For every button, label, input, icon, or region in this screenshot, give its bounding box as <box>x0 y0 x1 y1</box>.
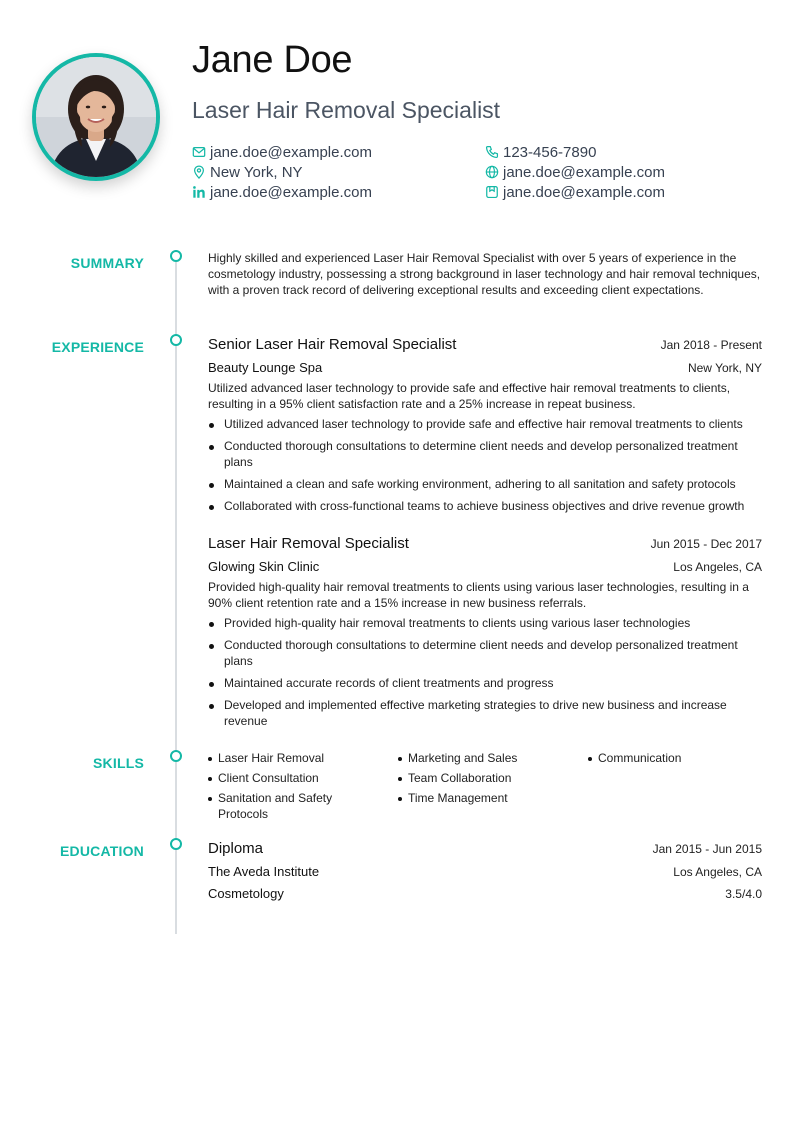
contact-info <box>192 142 762 202</box>
contact-portfolio-text: jane.doe@example.com <box>503 183 665 201</box>
skill-item: Time Management <box>398 790 588 822</box>
list-item: Collaborated with cross-functional teams to achieve business objectives and drive revenue growth <box>208 498 762 514</box>
section-label-education: EDUCATION <box>60 843 144 859</box>
timeline-dot-summary <box>170 250 182 262</box>
contact-website[interactable] <box>485 162 762 182</box>
job-company: Glowing Skin Clinic <box>208 559 320 574</box>
candidate-name: Jane Doe <box>192 39 353 81</box>
skill-item: Communication <box>588 750 762 766</box>
job-dates: Jun 2015 - Dec 2017 <box>650 537 762 551</box>
contact-email-text: jane.doe@example.com <box>210 143 372 161</box>
timeline-dot-education <box>170 838 182 850</box>
list-item: Conducted thorough consultations to determine client needs and develop personalized treatment plans <box>208 637 762 669</box>
job-role: Senior Laser Hair Removal Specialist <box>208 336 457 353</box>
list-item: Conducted thorough consultations to determine client needs and develop personalized treatment plans <box>208 438 762 470</box>
linkedin-icon <box>192 185 206 199</box>
skill-item: Sanitation and Safety Protocols <box>208 790 348 822</box>
mail-icon <box>192 145 206 159</box>
timeline-line <box>175 262 177 934</box>
list-item: Maintained accurate records of client treatments and progress <box>208 675 762 691</box>
job-bullets <box>208 416 762 514</box>
job-company: Beauty Lounge Spa <box>208 360 323 375</box>
job-role: Laser Hair Removal Specialist <box>208 535 409 552</box>
job-description: Utilized advanced laser technology to provide safe and effective hair removal treatments to clients, resulting in a 95% client satisfaction rate and a 25% increase in repeat business. <box>208 381 731 411</box>
education-field: Cosmetology <box>208 886 284 901</box>
contact-phone[interactable] <box>485 142 762 162</box>
section-label-experience: EXPERIENCE <box>51 339 144 355</box>
timeline-dot-experience <box>170 334 182 346</box>
job-bullets <box>208 615 762 729</box>
list-item: Utilized advanced laser technology to provide safe and effective hair removal treatments to clients <box>208 416 762 432</box>
education-degree: Diploma <box>208 840 264 857</box>
portrait-illustration <box>36 57 156 177</box>
job-location: New York, NY <box>687 361 762 375</box>
job-entry <box>208 335 762 520</box>
list-item: Maintained a clean and safe working environment, adhering to all sanitation and safety protocols <box>208 476 762 492</box>
timeline-dot-skills <box>170 750 182 762</box>
list-item: Provided high-quality hair removal treatments to clients using various laser technologies <box>208 615 762 631</box>
job-entry <box>208 534 762 735</box>
education-school: The Aveda Institute <box>208 864 320 879</box>
portfolio-icon <box>485 185 499 199</box>
job-dates: Jan 2018 - Present <box>660 338 762 352</box>
education-gpa: 3.5/4.0 <box>725 887 762 901</box>
education-location: Los Angeles, CA <box>673 865 762 879</box>
contact-portfolio[interactable] <box>485 182 762 202</box>
skill-item: Team Collaboration <box>398 770 588 786</box>
section-label-skills: SKILLS <box>93 755 144 771</box>
skills-list <box>208 750 762 822</box>
summary-text: Highly skilled and experienced Laser Hair Removal Specialist with over 5 years of experience in the cosmetology industry, possessing a strong background in laser technology and hair removal techniques, with a proven track record of delivering exceptional results and exceeding client expectations. <box>208 251 761 297</box>
contact-linkedin[interactable] <box>192 182 485 202</box>
skill-item: Client Consultation <box>208 770 398 786</box>
location-pin-icon <box>192 165 206 179</box>
contact-location-text: New York, NY <box>210 163 303 181</box>
summary-section <box>208 250 762 298</box>
job-location: Los Angeles, CA <box>673 560 762 574</box>
section-label-summary: SUMMARY <box>70 255 144 271</box>
phone-icon <box>485 145 499 159</box>
skill-item: Marketing and Sales <box>398 750 588 766</box>
skill-item: Laser Hair Removal <box>208 750 398 766</box>
education-entry <box>208 839 762 903</box>
job-description: Provided high-quality hair removal treatments to clients using various laser technologies, resulting in a 90% client retention rate and a 15% increase in new business referrals. <box>208 580 749 610</box>
profile-photo <box>32 53 160 181</box>
contact-phone-text: 123-456-7890 <box>503 143 597 161</box>
contact-location <box>192 162 485 182</box>
list-item: Developed and implemented effective marketing strategies to drive new business and increase revenue <box>208 697 762 729</box>
contact-linkedin-text: jane.doe@example.com <box>210 183 372 201</box>
contact-email[interactable] <box>192 142 485 162</box>
globe-icon <box>485 165 499 179</box>
candidate-title: Laser Hair Removal Specialist <box>192 97 501 123</box>
contact-website-text: jane.doe@example.com <box>503 163 665 181</box>
education-dates: Jan 2015 - Jun 2015 <box>652 842 762 856</box>
